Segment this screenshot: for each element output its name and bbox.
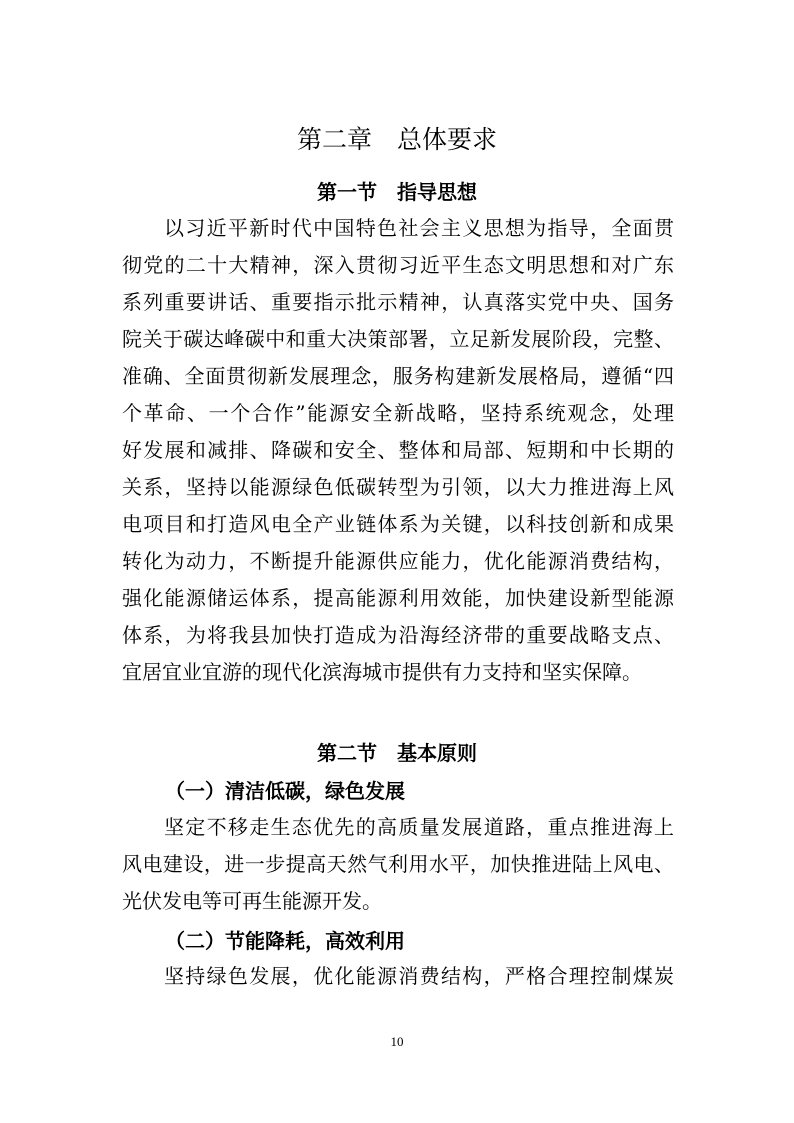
paragraph-line: 电项目和打造风电全产业链体系为关键，以科技创新和成果 [122,512,674,536]
paragraph-line: 风电建设，进一步提高天然气利用水平，加快推进陆上风电、 [122,852,674,876]
section-title-guiding-ideology: 第一节 指导思想 [317,180,477,204]
paragraph-line: 准确、全面贯彻新发展理念，服务构建新发展格局，遵循“四 [122,364,674,388]
paragraph-line: 院关于碳达峰碳中和重大决策部署，立足新发展阶段，完整、 [122,327,674,351]
principle-heading-energy-saving: （二）节能降耗，高效利用 [165,929,405,953]
chapter-title: 第二章 总体要求 [296,125,497,154]
clean-low-carbon-paragraph [122,809,674,920]
principle-heading-clean-low-carbon: （一）清洁低碳，绿色发展 [165,779,405,803]
paragraph-line: 系列重要讲话、重要指示批示精神，认真落实党中央、国务 [122,290,674,314]
paragraph-line: 个革命、一个合作”能源安全新战略，坚持系统观念，处理 [122,401,674,425]
paragraph-line: 转化为动力，不断提升能源供应能力，优化能源消费结构， [122,549,674,573]
paragraph-line: 以习近平新时代中国特色社会主义思想为指导，全面贯 [164,216,674,240]
paragraph-line: 光伏发电等可再生能源开发。 [122,889,382,913]
section-title-basic-principles: 第二节 基本原则 [317,741,477,765]
paragraph-line: 关系，坚持以能源绿色低碳转型为引领，以大力推进海上风 [122,475,674,499]
paragraph-line: 宜居宜业宜游的现代化滨海城市提供有力支持和坚实保障。 [122,660,642,684]
paragraph-line: 强化能源储运体系，提高能源利用效能，加快建设新型能源 [122,586,674,610]
energy-saving-paragraph [122,958,674,995]
paragraph-line: 坚定不移走生态优先的高质量发展道路，重点推进海上 [164,815,674,839]
guiding-ideology-paragraph [122,210,674,691]
paragraph-line: 坚持绿色发展，优化能源消费结构，严格合理控制煤炭 [164,964,674,988]
paragraph-line: 体系，为将我县加快打造成为沿海经济带的重要战略支点、 [122,623,674,647]
paragraph-line: 彻党的二十大精神，深入贯彻习近平生态文明思想和对广东 [122,253,674,277]
page-number: 10 [390,1034,404,1049]
paragraph-line: 好发展和减排、降碳和安全、整体和局部、短期和中长期的 [122,438,674,462]
